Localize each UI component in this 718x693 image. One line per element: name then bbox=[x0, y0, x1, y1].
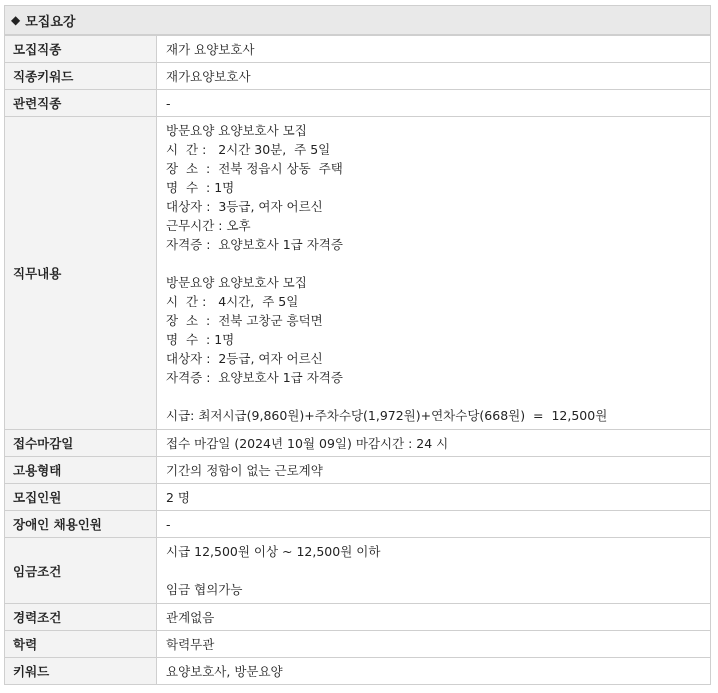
career-value: 관계없음 bbox=[157, 604, 711, 631]
duty-line: 근무시간 : 오후 bbox=[166, 218, 251, 233]
diamond-bullet-icon: ◆ bbox=[11, 13, 21, 27]
row-label: 임금조건 bbox=[5, 538, 157, 604]
headcount-value: 2 명 bbox=[157, 484, 711, 511]
wage-line: 시급: 최저시급(9,860원)+주차수당(1,972원)+연차수당(668원) = 12,500원 bbox=[166, 408, 608, 423]
table-row bbox=[5, 658, 711, 685]
duty-line: 방문요양 요양보호사 모집 bbox=[166, 123, 307, 138]
recruitment-table bbox=[4, 35, 711, 685]
table-row bbox=[5, 538, 711, 604]
occupation-value: 재가 요양보호사 bbox=[157, 36, 711, 63]
job-keyword-value: 재가요양보호사 bbox=[157, 63, 711, 90]
table-row bbox=[5, 117, 711, 430]
table-row bbox=[5, 511, 711, 538]
table-row bbox=[5, 457, 711, 484]
table-row bbox=[5, 631, 711, 658]
row-label: 접수마감일 bbox=[5, 430, 157, 457]
keywords-value: 요양보호사, 방문요양 bbox=[157, 658, 711, 685]
pay-line: 임금 협의가능 bbox=[166, 582, 243, 597]
table-row bbox=[5, 484, 711, 511]
duty-line: 장 소 : 전북 고창군 흥덕면 bbox=[166, 313, 323, 328]
pay-line: 시급 12,500원 이상 ~ 12,500원 이하 bbox=[166, 544, 381, 559]
table-row bbox=[5, 90, 711, 117]
table-row bbox=[5, 604, 711, 631]
table-row bbox=[5, 63, 711, 90]
duty-line: 시 간 : 4시간, 주 5일 bbox=[166, 294, 299, 309]
education-value: 학력무관 bbox=[157, 631, 711, 658]
duty-line: 명 수 : 1명 bbox=[166, 332, 235, 347]
related-occupation-value: - bbox=[157, 90, 711, 117]
row-label: 모집직종 bbox=[5, 36, 157, 63]
row-label: 키워드 bbox=[5, 658, 157, 685]
disabled-hires-value: - bbox=[157, 511, 711, 538]
duty-line: 시 간 : 2시간 30분, 주 5일 bbox=[166, 142, 331, 157]
row-label: 직무내용 bbox=[5, 117, 157, 430]
table-row bbox=[5, 430, 711, 457]
spacer bbox=[166, 387, 710, 406]
duty-line: 대상자 : 2등급, 여자 어르신 bbox=[166, 351, 323, 366]
employment-type-value: 기간의 정함이 없는 근로계약 bbox=[157, 457, 711, 484]
duty-line: 장 소 : 전북 정읍시 상동 주택 bbox=[166, 161, 343, 176]
duty-line: 자격증 : 요양보호사 1급 자격증 bbox=[166, 237, 343, 252]
job-duties-value bbox=[157, 117, 711, 430]
recruitment-panel bbox=[4, 5, 711, 685]
pay-conditions-value bbox=[157, 538, 711, 604]
row-label: 학력 bbox=[5, 631, 157, 658]
duty-line: 자격증 : 요양보호사 1급 자격증 bbox=[166, 370, 343, 385]
row-label: 경력조건 bbox=[5, 604, 157, 631]
row-label: 모집인원 bbox=[5, 484, 157, 511]
duty-line: 명 수 : 1명 bbox=[166, 180, 235, 195]
row-label: 고용형태 bbox=[5, 457, 157, 484]
row-label: 직종키워드 bbox=[5, 63, 157, 90]
section-title: 모집요강 bbox=[25, 14, 76, 30]
spacer bbox=[166, 561, 710, 580]
table-row bbox=[5, 36, 711, 63]
duty-line: 방문요양 요양보호사 모집 bbox=[166, 275, 307, 290]
duty-line: 대상자 : 3등급, 여자 어르신 bbox=[166, 199, 323, 214]
spacer bbox=[166, 254, 710, 273]
row-label: 관련직종 bbox=[5, 90, 157, 117]
section-header bbox=[4, 5, 711, 35]
row-label: 장애인 채용인원 bbox=[5, 511, 157, 538]
deadline-value: 접수 마감일 (2024년 10월 09일) 마감시간 : 24 시 bbox=[157, 430, 711, 457]
